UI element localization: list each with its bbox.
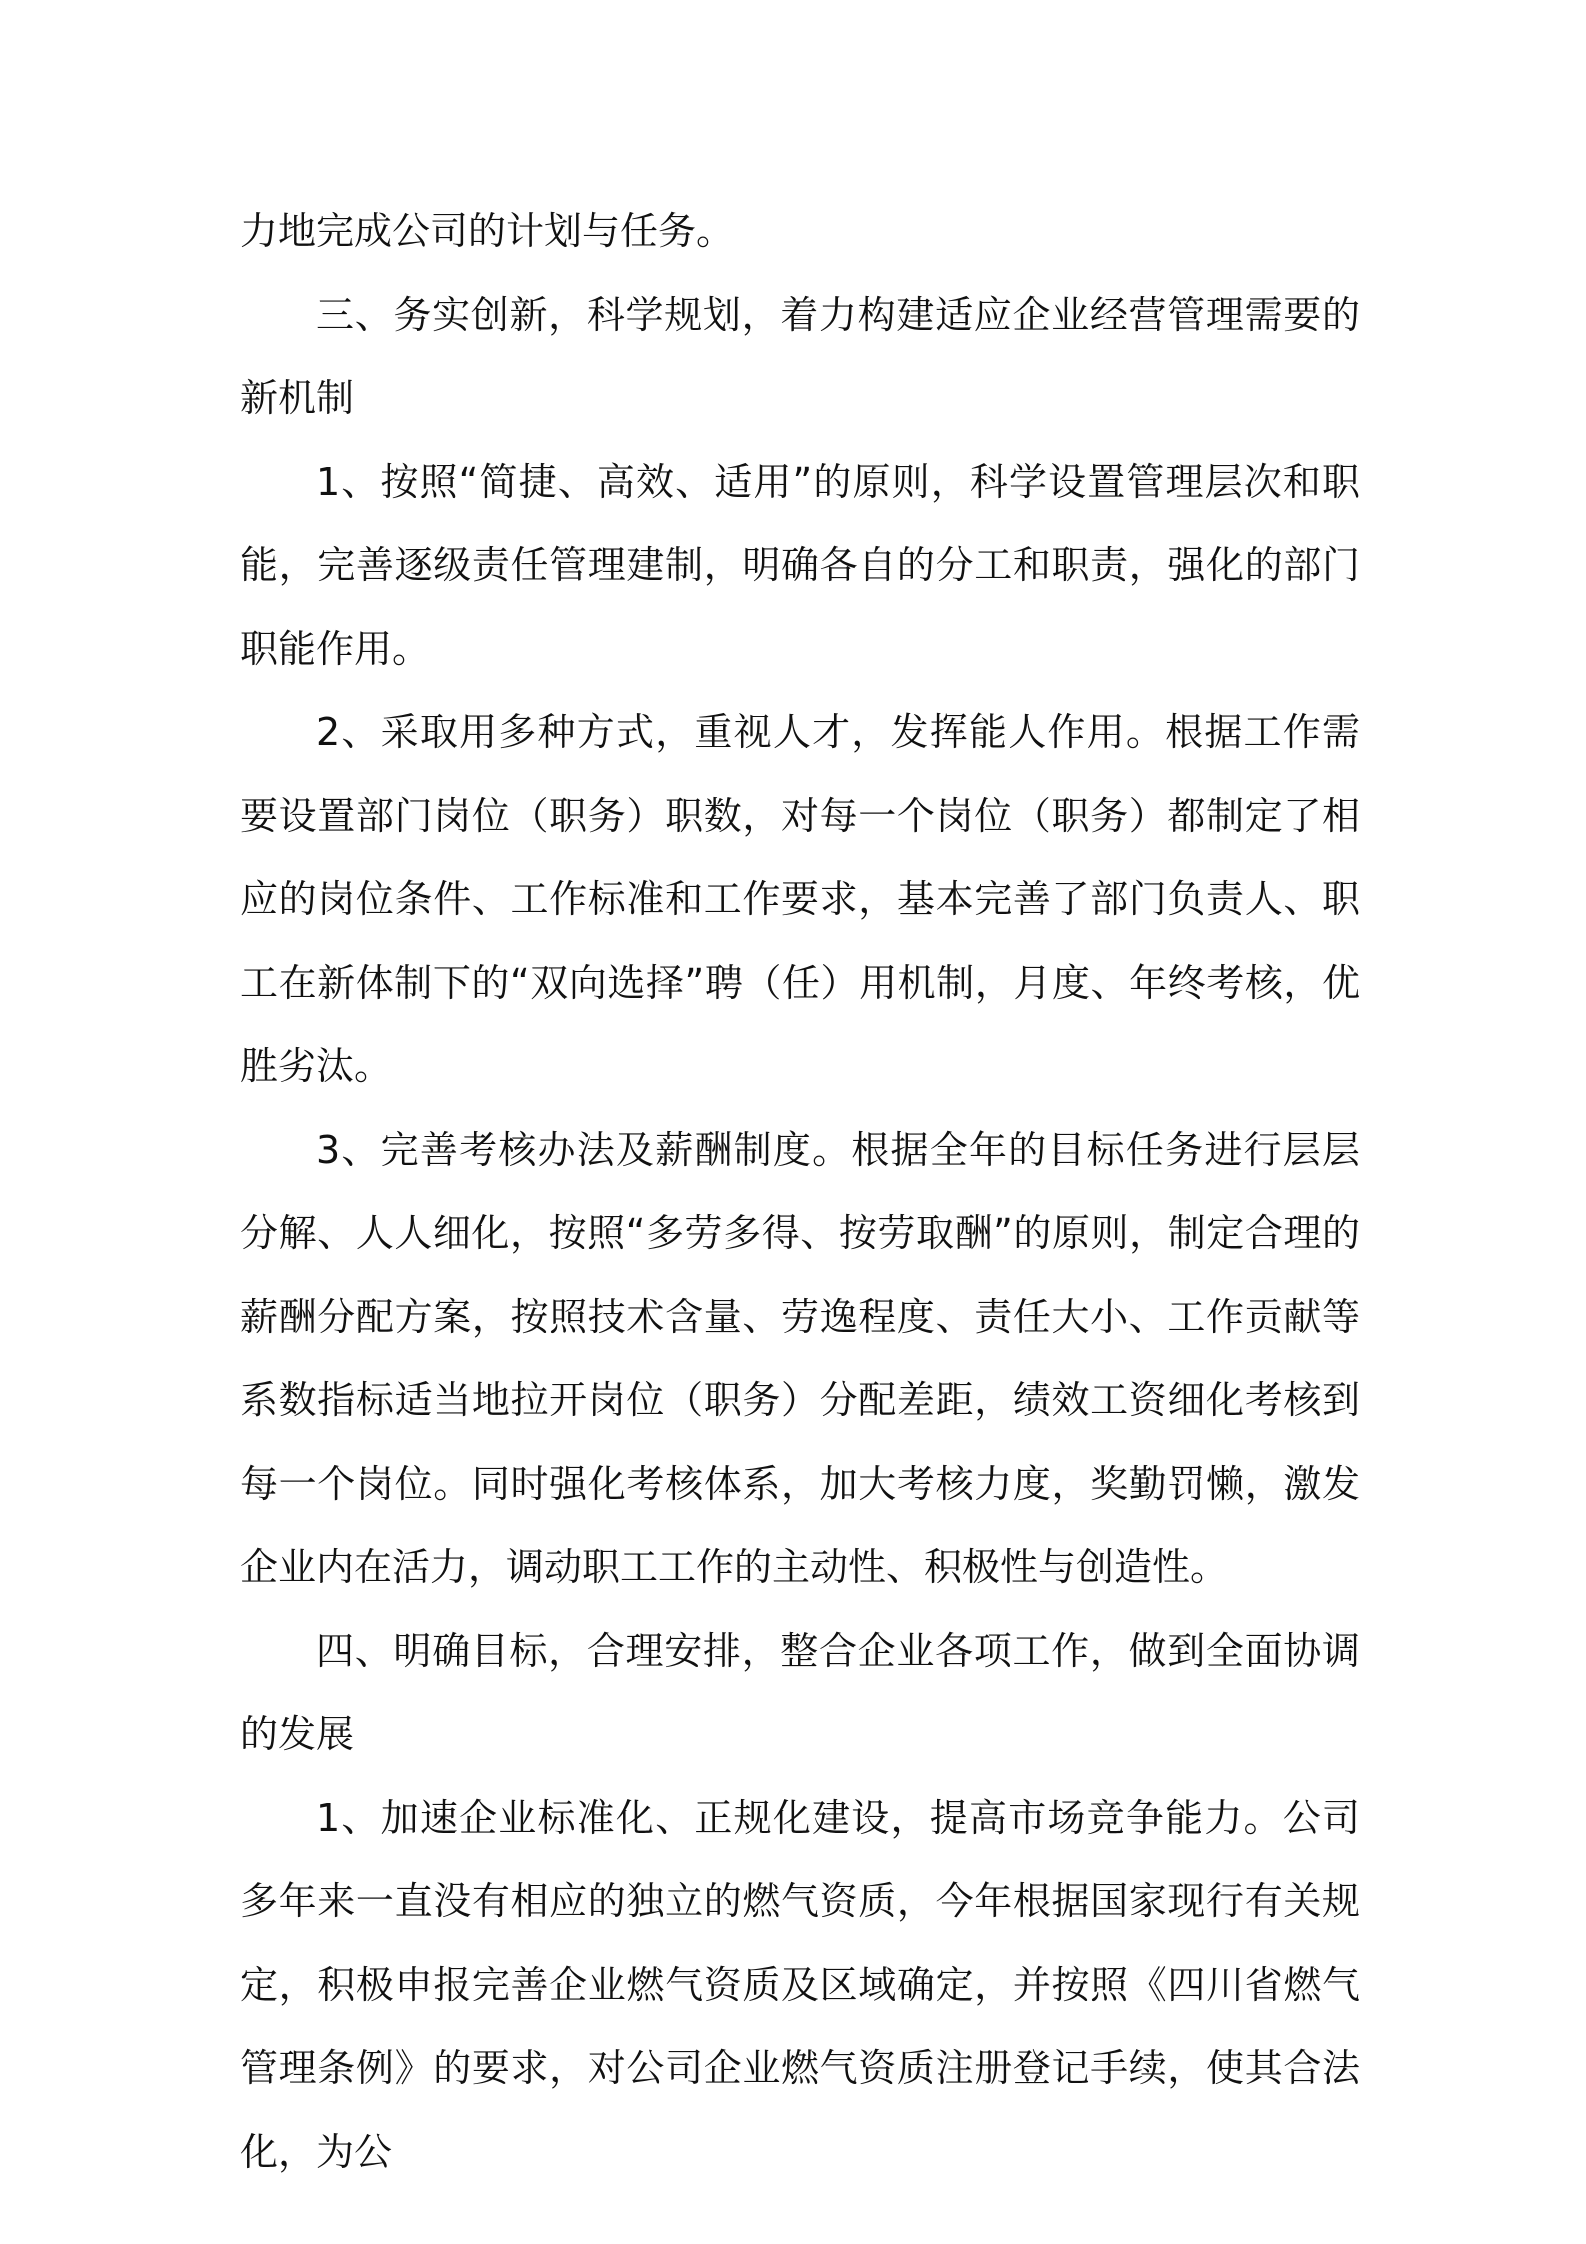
paragraph-item-2-talent: 2、采取用多种方式，重视人才，发挥能人作用。根据工作需要设置部门岗位（职务）职数，对每一个岗位（职务）都制定了相应的岗位条件、工作标准和工作要求，基本完善了部门负责人、职工在新体制下的“双向选择”聘（任）用机制，月度、年终考核，优胜劣汰。 <box>240 710 1360 1088</box>
heading-section-four: 四、明确目标，合理安排，整合企业各项工作，做到全面协调的发展 <box>240 1628 1360 1756</box>
paragraph-item-1-standardization: 1、加速企业标准化、正规化建设，提高市场竞争能力。公司多年来一直没有相应的独立的燃气资质，今年根据国家现行有关规定，积极申报完善企业燃气资质及区域确定，并按照《四川省燃气管理条例》的要求，对公司企业燃气资质注册登记手续，使其合法化，为公 <box>240 1795 1360 2174</box>
paragraph-continuation: 力地完成公司的计划与任务。 <box>240 209 735 253</box>
paragraph-item-3-compensation: 3、完善考核办法及薪酬制度。根据全年的目标任务进行层层分解、人人细化，按照“多劳多得、按劳取酬”的原则，制定合理的薪酬分配方案，按照技术含量、劳逸程度、责任大小、工作贡献等系数指标适当地拉开岗位（职务）分配差距，绩效工资细化考核到每一个岗位。同时强化考核体系，加大考核力度，奖勤罚懒，激发企业内在活力，调动职工工作的主动性、积极性与创造性。 <box>240 1127 1360 1589</box>
heading-section-three: 三、务实创新，科学规划，着力构建适应企业经营管理需要的新机制 <box>240 292 1360 420</box>
paragraph-item-1-management: 1、按照“简捷、高效、适用”的原则，科学设置管理层次和职能，完善逐级责任管理建制，明确各自的分工和职责，强化的部门职能作用。 <box>240 459 1360 671</box>
document-body <box>240 190 1360 2194</box>
